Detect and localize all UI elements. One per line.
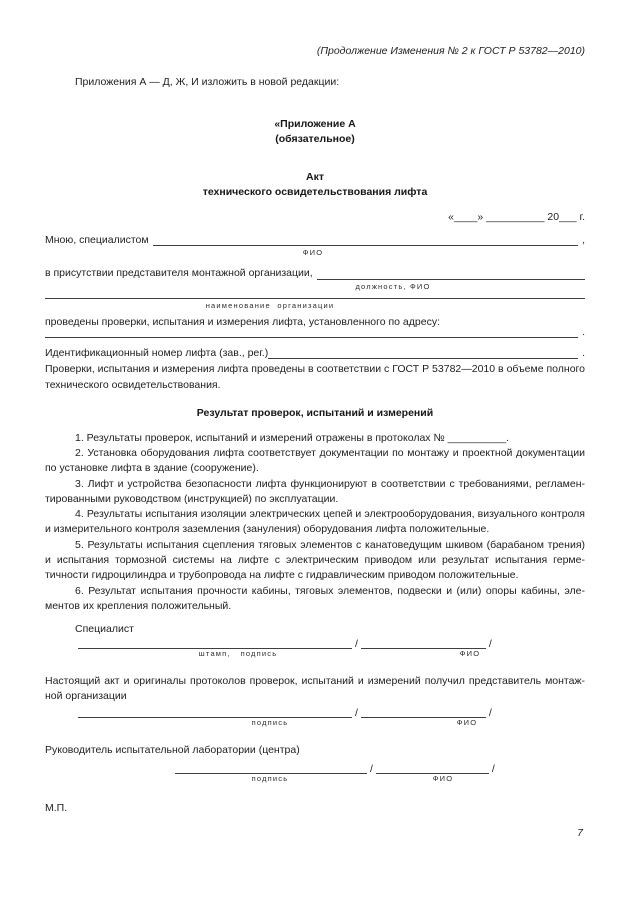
address-intro-line: проведены проверки, испытания и измерения лифта, установленного по адресу:: [45, 315, 440, 328]
id-number-row: [45, 346, 585, 361]
specialist-prefix-label: Мною, специалистом: [45, 233, 149, 246]
lab-head-fio-blank: [376, 765, 489, 774]
slash-terminator: /: [488, 707, 492, 720]
specialist-name-row: [45, 233, 585, 248]
signature-caption: подпись: [251, 718, 289, 728]
id-suffix: .: [582, 347, 585, 360]
slash-separator: /: [355, 707, 358, 720]
presence-caption-row: [45, 282, 585, 293]
address-suffix: .: [582, 325, 585, 338]
organization-caption: наименование организации: [205, 300, 335, 310]
scope-paragraph: Проверки, испытания и измерения лифта проведены в соответствии с ГОСТ Р 53782—2010 в объеме полного технического освидетельствования.: [45, 363, 585, 391]
specialist-signature-blank: [78, 640, 352, 649]
results-heading: Результат проверок, испытаний и измерений: [196, 407, 434, 420]
specialist-suffix: ,: [582, 233, 585, 246]
result-item-4: 4. Результаты испытания изоляции электрических цепей и электрооборудования, визуального контроля и измерительного контроля заземления (зануления) оборудования лифта положительные.: [45, 508, 585, 536]
organization-row: [45, 293, 585, 301]
page-number: 7: [577, 827, 583, 839]
position-fio-caption: должность, ФИО: [355, 281, 431, 291]
stamp-place-mark: М.П.: [45, 801, 68, 814]
document-title: Акт: [306, 171, 324, 184]
slash-separator: /: [355, 637, 358, 650]
results-list: [45, 431, 585, 615]
id-number-blank: [268, 348, 578, 359]
lab-head-signature-captions: [45, 774, 585, 785]
presence-row: [45, 266, 585, 281]
appendix-heading-block: [45, 117, 585, 146]
result-item-2: 2. Установка оборудования лифта соответствует документации по монтажу и проектной документации по установке лифта в здание (сооружение).: [45, 446, 585, 475]
slash-separator: /: [370, 762, 373, 775]
representative-signature-captions: [45, 718, 585, 729]
specialist-caption-row: [45, 248, 585, 259]
representative-fio-blank: [361, 709, 486, 718]
result-item-3: 3. Лифт и устройства безопасности лифта функционируют в соответствии с требованиями, регламентированными руководством (инструкцией) по эксплуатации.: [45, 477, 585, 505]
specialist-signature-captions: [45, 649, 585, 660]
stamp-signature-caption: штамп, подпись: [198, 648, 278, 658]
result-item-5: 5. Результаты испытания сцепления тяговых элементов с канатоведущим шкивом (барабаном трения) и испытания тормозной системы на лифте с электрическим приводом или результат испытания герметичности гидроцилиндра и трубопровода на лифте с гидравлическим приводом положительные.: [45, 538, 585, 582]
received-paragraph: Настоящий акт и оригиналы протоколов проверок, испытаний и измерений получил представитель монтажной организации: [45, 674, 585, 703]
fio-caption: ФИО: [456, 718, 478, 728]
signature-caption: подпись: [251, 773, 289, 783]
document-subtitle: технического освидетельствования лифта: [202, 185, 428, 198]
lab-head-label: Руководитель испытательной лаборатории (центра): [45, 744, 300, 757]
header-note: (Продолжение Изменения № 2 к ГОСТ Р 53782—2010): [316, 45, 585, 57]
lab-head-signature-blank: [175, 765, 367, 774]
slash-terminator: /: [488, 637, 492, 650]
appendix-subheading: (обязательное): [275, 132, 355, 145]
specialist-name-blank: [153, 235, 578, 246]
representative-signature-row: [45, 707, 585, 720]
result-item-1: 1. Результаты проверок, испытаний и измерений отражены в протоколах № __________.: [75, 431, 509, 444]
address-row: [45, 325, 585, 340]
presence-blank: [317, 269, 585, 280]
intro-line: Приложения А — Д, Ж, И изложить в новой редакции:: [75, 76, 340, 88]
fio-caption: ФИО: [432, 773, 454, 783]
result-item-6: 6. Результат испытания прочности кабины, тяговых элементов, подвески и (или) опоры кабины, элементов их крепления положительный.: [45, 584, 585, 612]
fio-caption: ФИО: [302, 248, 324, 258]
appendix-heading: «Приложение А: [274, 118, 356, 131]
organization-caption-row: [45, 301, 585, 312]
date-blank-line: «____» __________ 20___ г.: [448, 211, 585, 224]
specialist-signature-label: Специалист: [75, 623, 134, 636]
representative-signature-blank: [78, 709, 352, 718]
specialist-fio-blank: [361, 640, 486, 649]
document-title-block: [45, 170, 585, 199]
slash-terminator: /: [491, 762, 495, 775]
specialist-signature-row: [45, 637, 585, 650]
address-blank: [45, 327, 578, 338]
presence-prefix-label: в присутствии представителя монтажной организации,: [45, 267, 313, 280]
id-prefix-label: Идентификационный номер лифта (зав., рег.): [45, 347, 269, 360]
fio-caption: ФИО: [459, 648, 481, 658]
lab-head-signature-row: [45, 762, 585, 775]
